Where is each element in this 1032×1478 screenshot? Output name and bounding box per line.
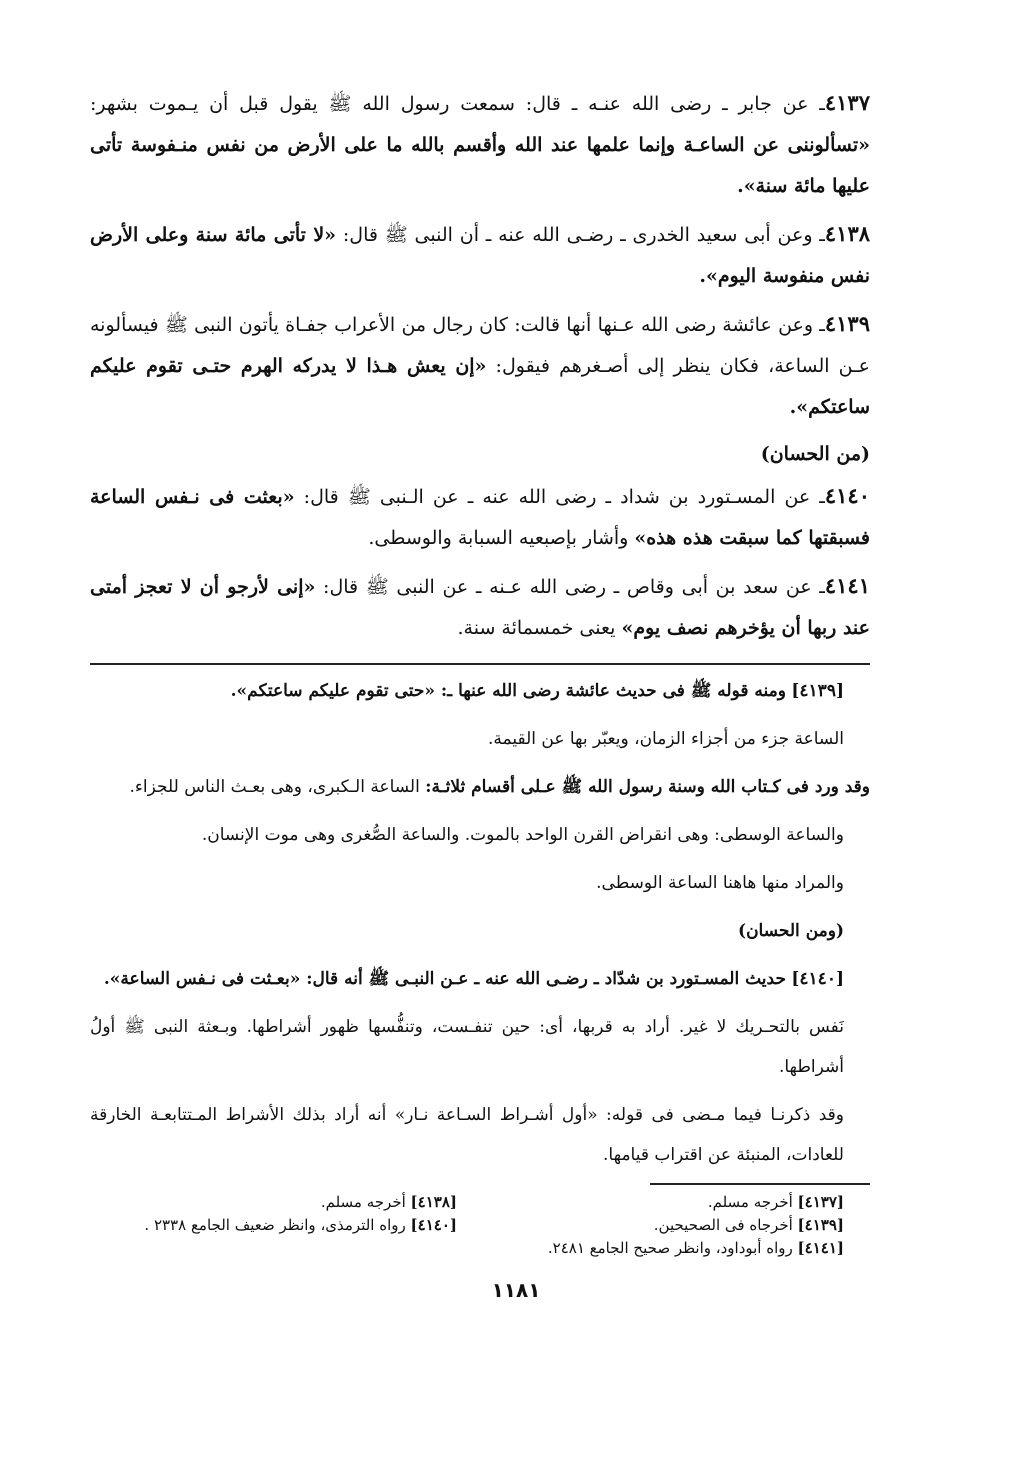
commentary-paragraph	[90, 767, 870, 807]
hadith-tail: وأشار بإصبعيه السبابة والوسطى.	[368, 527, 635, 549]
page-number: ١١٨١	[491, 1278, 541, 1302]
commentary-paragraph: نَفس بالتحـريك لا غير. أراد به قربها، أى: حين تنفـست، وتنفُّسها ظهور أشراطها. وبـعثة النبى ﷺ أولُ أشراطها.	[90, 1017, 844, 1077]
hadith-number: ٤١٣٩	[824, 311, 870, 336]
hadith-text: ـ عن المسـتورد بن شداد ـ رضى الله عنه ـ عن الـنبى ﷺ قال:	[303, 486, 825, 508]
references-list	[90, 1191, 870, 1260]
hadith-number: ٤١٤١	[824, 573, 870, 598]
commentary-paragraph: والساعة الوسطى: وهى انقراض القرن الواحد بالموت. والساعة الصُّغرى وهى موت الإنسان.	[201, 825, 844, 845]
hadith-quote: «إن يعش هـذا لا يدركه الهرم حتـى تقوم عليكم ساعتكم».	[90, 355, 870, 418]
reference-text: رواه أبوداود، وانظر صحيح الجامع ٢٤٨١.	[547, 1239, 793, 1257]
reference-item	[90, 1191, 457, 1214]
hadith-text: ـ وعن عائشة رضى الله عـنها أنها قالت: كان رجال من الأعراب جفـاة يأتون النبى ﷺ فيسألونه عـن الساعة، فكان ينظر إلى أصـغرهم فيقول:	[90, 314, 871, 377]
commentary-rest: الساعة الـكبرى، وهى بعـث الناس للجزاء.	[129, 777, 426, 797]
hadith-text: ـ عن جابر ـ رضى الله عنـه ـ قال: سمعت رسول الله ﷺ يقول قبل أن يـموت بشهر:	[90, 93, 825, 115]
commentary-lead: وقد ورد فى كـتاب الله وسنة رسول الله ﷺ عـلى أقسام ثلاثـة:	[425, 777, 870, 797]
hadith-4138	[90, 213, 870, 297]
reference-text: أخرجاه فى الصحيحين.	[653, 1216, 793, 1234]
commentary-ref: [٤١٣٩]	[791, 681, 844, 701]
reference-item	[477, 1191, 844, 1214]
hadith-text: ـ وعن أبى سعيد الخدرى ـ رضـى الله عنه ـ أن النبى ﷺ قال:	[342, 224, 825, 246]
commentary-head: حديث المسـتورد بن شدّاد ـ رضـى الله عنه ـ عـن النبـى ﷺ أنه قال: «بعـثت فى نـفس الساعة».	[103, 969, 786, 989]
reference-number: [٤١٣٨]	[410, 1193, 457, 1211]
reference-number: [٤١٤١]	[797, 1239, 844, 1257]
reference-number: [٤١٣٧]	[797, 1193, 844, 1211]
hadith-4137	[90, 82, 870, 207]
reference-text: أخرجه مسلم.	[707, 1193, 793, 1211]
footnote-divider	[650, 1183, 870, 1185]
reference-item	[90, 1214, 457, 1237]
commentary-4139-heading	[90, 671, 870, 711]
reference-item	[477, 1214, 844, 1237]
reference-text: رواه الترمذى، وانظر ضعيف الجامع ٢٣٣٨ .	[144, 1216, 406, 1234]
hadith-number: ٤١٣٨	[824, 221, 871, 246]
grade-label: (من الحسان)	[760, 443, 870, 465]
page-body	[90, 82, 870, 1260]
hadith-number: ٤١٣٧	[824, 90, 870, 115]
section-divider	[90, 663, 870, 665]
commentary-paragraph: والمراد منها هاهنا الساعة الوسطى.	[596, 873, 844, 893]
hadith-quote: «إنى لأرجو أن لا تعجز أمتى عند ربها أن يؤخرهم نصف يوم»	[90, 576, 870, 639]
commentary-head: ومنه قوله ﷺ فى حديث عائشة رضى الله عنها ـ: «حتى تقوم عليكم ساعتكم».	[230, 681, 786, 701]
commentary-paragraph: الساعة جزء من أجزاء الزمان، ويعبّر بها عن القيمة.	[488, 729, 844, 749]
reference-number: [٤١٤٠]	[410, 1216, 457, 1234]
commentary-grade-label: (ومن الحسان)	[738, 921, 844, 941]
reference-item	[90, 1237, 844, 1260]
commentary-section	[90, 671, 870, 1175]
commentary-4140-heading	[90, 959, 870, 999]
hadith-tail: يعنى خمسمائة سنة.	[457, 617, 622, 639]
hadith-quote: «بعثت فى نـفس الساعة فسبقتها كما سبقت هذه هذه»	[90, 486, 870, 549]
reference-text: أخرجه مسلم.	[320, 1193, 406, 1211]
hadith-text: ـ عن سعد بن أبى وقاص ـ رضى الله عـنه ـ عن النبى ﷺ قال:	[323, 576, 825, 598]
commentary-ref: [٤١٤٠]	[791, 969, 844, 989]
hadith-number: ٤١٤٠	[824, 483, 870, 508]
commentary-paragraph: وقد ذكرنـا فيما مـضى فى قوله: «أول أشـراط السـاعة نـار» أنه أراد بذلك الأشراط المـتتابعـة الخارقة للعادات، المنبئة عن اقتراب قيامها.	[90, 1105, 844, 1165]
hadith-4141	[90, 565, 870, 649]
hadith-quote: «تسألوننى عن الساعـة وإنما علمها عند الله وأقسم بالله ما على الأرض من نفس منـفوسة تأتى عليها مائة سنة».	[90, 134, 870, 197]
hadith-4140	[90, 475, 870, 559]
hadith-4139	[90, 303, 870, 428]
reference-number: [٤١٣٩]	[797, 1216, 844, 1234]
hadith-quote: «لا تأتى مائة سنة وعلى الأرض نفس منفوسة اليوم».	[90, 224, 870, 287]
hadith-section	[90, 82, 870, 649]
